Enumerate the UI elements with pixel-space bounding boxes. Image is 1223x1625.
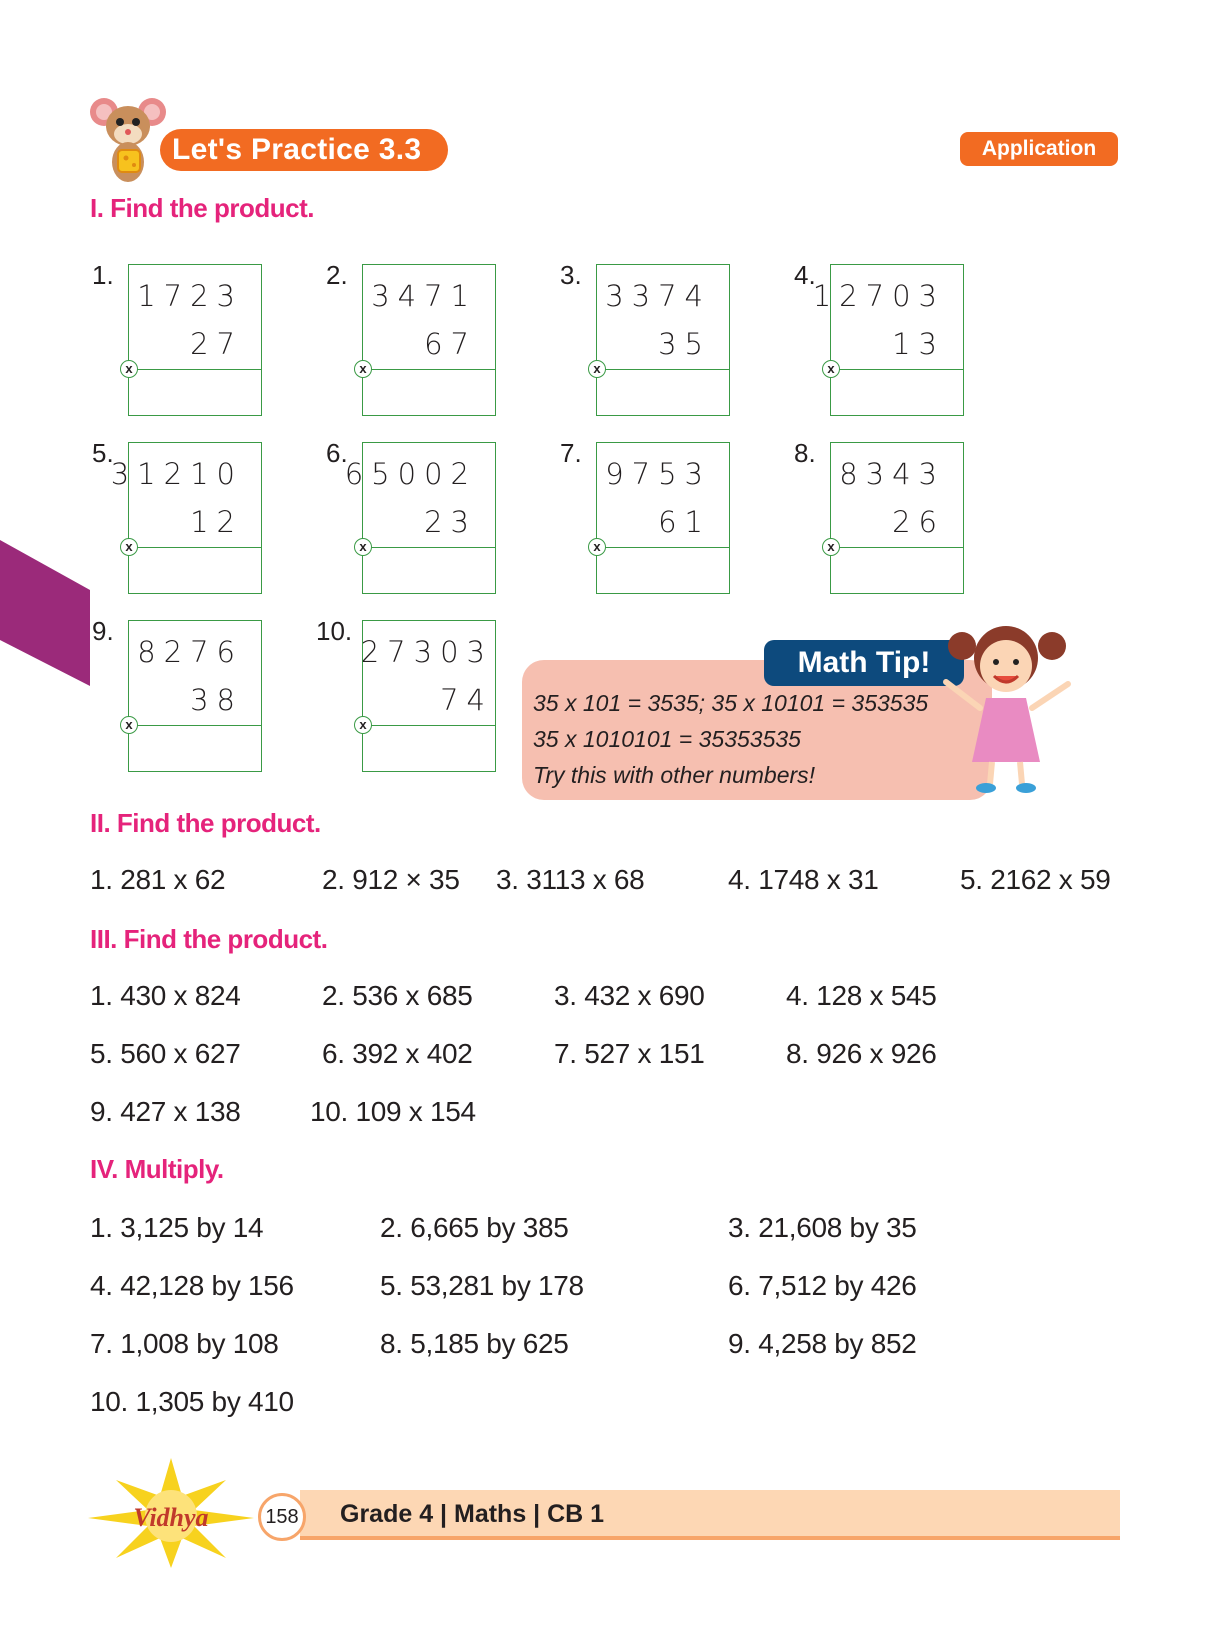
times-icon: x: [354, 538, 372, 556]
section-title-2: II. Find the product.: [90, 808, 321, 838]
exercise-item: 2. 536 x 685: [322, 980, 473, 1011]
problem-number: 9.: [92, 616, 114, 646]
problem-box: [560, 260, 760, 420]
times-icon: x: [120, 538, 138, 556]
vidhya-logo-icon: [86, 1458, 256, 1568]
exercise-item: 1. 281 x 62: [90, 864, 226, 895]
footer-text: Grade 4 | Maths | CB 1: [340, 1500, 605, 1528]
problem-number: 6.: [326, 438, 348, 468]
answer-line: [831, 369, 963, 370]
problem-number: 5.: [92, 438, 114, 468]
problem-number: 3.: [560, 260, 582, 290]
problem-box: [560, 438, 760, 598]
exercise-item: 3. 3113 x 68: [496, 864, 645, 895]
answer-box[interactable]: [359, 620, 496, 772]
side-decoration: [0, 540, 90, 686]
answer-line: [597, 547, 729, 548]
multiplier: 74: [440, 683, 493, 717]
exercise-item: 1. 3,125 by 14: [90, 1212, 264, 1243]
multiplicand: 12703: [812, 279, 945, 313]
exercise-item: 9. 4,258 by 852: [728, 1328, 917, 1359]
multiplier: 12: [190, 505, 243, 539]
exercise-item: 1. 430 x 824: [90, 980, 241, 1011]
times-icon: x: [822, 360, 840, 378]
problem-number: 1.: [92, 260, 114, 290]
problem-number: 7.: [560, 438, 582, 468]
multiplicand: 65002: [344, 457, 477, 491]
multiplicand: 27303: [360, 635, 493, 669]
answer-line: [363, 369, 495, 370]
times-icon: x: [822, 538, 840, 556]
exercise-item: 7. 527 x 151: [554, 1038, 705, 1069]
answer-box[interactable]: [359, 264, 496, 416]
exercise-item: 5. 2162 x 59: [960, 864, 1111, 895]
multiplicand: 31210: [110, 457, 243, 491]
problem-box: [326, 438, 526, 598]
exercise-item: 4. 1748 x 31: [728, 864, 879, 895]
problem-number: 10.: [316, 616, 353, 646]
answer-line: [831, 547, 963, 548]
girl-mascot-icon: [940, 618, 1080, 798]
times-icon: x: [588, 360, 606, 378]
exercise-item: 7. 1,008 by 108: [90, 1328, 279, 1359]
problem-box: [92, 438, 292, 598]
math-tip-line: Try this with other numbers!: [533, 762, 816, 788]
answer-box[interactable]: [110, 442, 262, 594]
multiplier: 23: [424, 505, 477, 539]
answer-line: [129, 725, 261, 726]
times-icon: x: [120, 716, 138, 734]
answer-box[interactable]: [125, 264, 262, 416]
problem-number: 8.: [794, 438, 816, 468]
exercise-item: 8. 926 x 926: [786, 1038, 937, 1069]
answer-box[interactable]: [812, 264, 964, 416]
multiplicand: 1723: [137, 279, 243, 313]
answer-line: [363, 725, 495, 726]
multiplicand: 3471: [371, 279, 477, 313]
answer-box[interactable]: [125, 620, 262, 772]
multiplicand: 3374: [605, 279, 711, 313]
problem-box: [794, 438, 994, 598]
exercise-item: 5. 53,281 by 178: [380, 1270, 584, 1301]
times-icon: x: [354, 716, 372, 734]
multiplicand: 8343: [839, 457, 945, 491]
section-title-4: IV. Multiply.: [90, 1154, 224, 1184]
times-icon: x: [120, 360, 138, 378]
multiplier: 67: [424, 327, 477, 361]
problem-number: 4.: [794, 260, 816, 290]
multiplier: 61: [658, 505, 711, 539]
multiplicand: 8276: [137, 635, 243, 669]
multiplier: 26: [892, 505, 945, 539]
exercise-item: 2. 6,665 by 385: [380, 1212, 569, 1243]
lesson-title: Let's Practice 3.3: [160, 129, 448, 171]
multiplier: 27: [190, 327, 243, 361]
answer-box[interactable]: [593, 264, 730, 416]
multiplier: 35: [658, 327, 711, 361]
answer-box[interactable]: [827, 442, 964, 594]
problem-number: 2.: [326, 260, 348, 290]
exercise-item: 9. 427 x 138: [90, 1096, 241, 1127]
multiplier: 13: [892, 327, 945, 361]
math-tip-line: 35 x 1010101 = 35353535: [533, 726, 801, 752]
problem-box: [794, 260, 994, 420]
problem-box: [326, 260, 526, 420]
problem-box: [92, 616, 292, 776]
application-badge: Application: [960, 132, 1118, 166]
answer-line: [363, 547, 495, 548]
exercise-item: 6. 392 x 402: [322, 1038, 473, 1069]
multiplicand: 9753: [605, 457, 711, 491]
multiplier: 38: [190, 683, 243, 717]
math-tip-line: 35 x 101 = 3535; 35 x 10101 = 353535: [533, 690, 929, 716]
exercise-item: 8. 5,185 by 625: [380, 1328, 569, 1359]
exercise-item: 6. 7,512 by 426: [728, 1270, 917, 1301]
exercise-item: 3. 21,608 by 35: [728, 1212, 917, 1243]
answer-line: [129, 547, 261, 548]
answer-line: [597, 369, 729, 370]
section-title-3: III. Find the product.: [90, 924, 328, 954]
exercise-item: 4. 42,128 by 156: [90, 1270, 294, 1301]
exercise-item: 3. 432 x 690: [554, 980, 705, 1011]
answer-box[interactable]: [593, 442, 730, 594]
exercise-item: 5. 560 x 627: [90, 1038, 241, 1069]
page-number: 158: [258, 1493, 306, 1541]
answer-line: [129, 369, 261, 370]
problem-box: [316, 616, 516, 776]
mouse-mascot-icon: [88, 90, 168, 190]
times-icon: x: [588, 538, 606, 556]
problem-box: [92, 260, 292, 420]
exercise-item: 10. 109 x 154: [310, 1096, 476, 1127]
svg-text:Vidhya: Vidhya: [133, 1503, 209, 1532]
section-title-1: I. Find the product.: [90, 193, 314, 223]
answer-box[interactable]: [344, 442, 496, 594]
exercise-item: 2. 912 × 35: [322, 864, 460, 895]
math-tip-heading: Math Tip!: [764, 640, 964, 686]
exercise-item: 10. 1,305 by 410: [90, 1386, 294, 1417]
times-icon: x: [354, 360, 372, 378]
exercise-item: 4. 128 x 545: [786, 980, 937, 1011]
